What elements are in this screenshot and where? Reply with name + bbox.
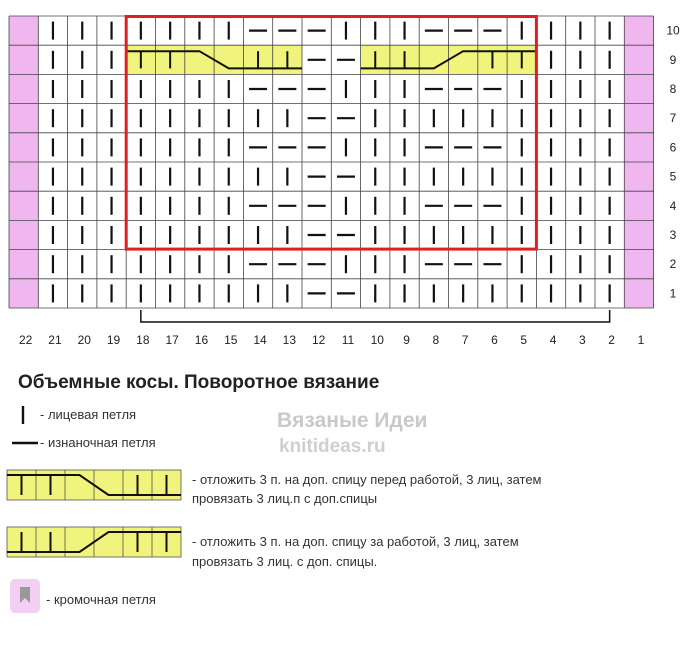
legend-edge-symbol — [8, 577, 44, 617]
column-number: 1 — [637, 333, 645, 347]
chart-cell — [624, 74, 653, 103]
row-number: 10 — [666, 23, 680, 38]
column-number: 3 — [579, 333, 586, 347]
chart-cell — [624, 250, 653, 279]
column-number: 10 — [370, 333, 384, 347]
chart-cell — [624, 16, 653, 45]
column-number: 18 — [136, 333, 150, 347]
column-number: 2 — [608, 333, 615, 347]
chart-cell — [9, 250, 38, 279]
column-number: 17 — [165, 333, 179, 347]
chart-cell — [449, 45, 478, 74]
chart-cell — [9, 220, 38, 249]
column-number: 7 — [461, 333, 469, 347]
chart-cell — [9, 16, 38, 45]
row-number: 4 — [669, 198, 677, 213]
column-number: 22 — [18, 333, 33, 347]
row-number: 8 — [669, 82, 677, 96]
chart-cell — [624, 104, 653, 133]
chart-cell — [9, 191, 38, 220]
chart-cell — [9, 74, 38, 103]
column-number: 5 — [520, 333, 528, 347]
column-number: 12 — [311, 333, 326, 347]
column-number: 6 — [491, 333, 498, 347]
chart-cell — [9, 133, 38, 162]
chart-cell — [624, 162, 653, 191]
row-number: 3 — [669, 228, 677, 242]
column-number: 13 — [282, 333, 297, 347]
chart-cell — [624, 220, 653, 249]
chart-cell — [9, 162, 38, 191]
chart-cell — [624, 133, 653, 162]
column-number: 16 — [194, 333, 209, 347]
row-number: 2 — [669, 257, 677, 272]
row-number: 1 — [669, 286, 677, 301]
chart-cell — [624, 191, 653, 220]
row-number: 7 — [669, 111, 677, 126]
chart-cell — [9, 104, 38, 133]
legend-purl-label: - изнаночная петля — [40, 435, 156, 450]
column-number: 11 — [341, 333, 355, 347]
legend-cable-back-line1: - отложить 3 п. на доп. спицу за работой, 3 лиц, затем — [192, 534, 519, 549]
watermark-url: knitideas.ru — [279, 436, 386, 457]
legend-cable-front-line1: - отложить 3 п. на доп. спицу перед работой, 3 лиц, затем — [192, 472, 542, 487]
repeat-bracket — [141, 310, 610, 322]
column-number: 19 — [106, 333, 121, 347]
chart-cell — [9, 279, 38, 308]
legend-purl-symbol — [10, 433, 40, 453]
chart-cell — [419, 45, 448, 74]
chart-cell — [624, 45, 653, 74]
legend-cable-back-line2: провязать 3 лиц. с доп. спицы. — [192, 554, 378, 569]
pattern-title: Объемные косы. Поворотное вязание — [18, 372, 380, 393]
column-number: 15 — [224, 333, 238, 347]
legend-knit-symbol — [17, 404, 29, 426]
legend-cable-back-symbol — [5, 525, 185, 559]
legend-cable-front-line2: провязать 3 лиц.п с доп.спицы — [192, 491, 378, 506]
chart-cell — [185, 45, 214, 74]
legend-edge-label: - кромочная петля — [46, 592, 156, 607]
legend-knit-label: - лицевая петля — [40, 407, 137, 422]
chart-cell — [624, 279, 653, 308]
column-number: 4 — [549, 333, 557, 347]
column-number: 14 — [253, 333, 267, 347]
chart-cell — [9, 45, 38, 74]
row-number: 6 — [669, 140, 677, 155]
row-number: 5 — [669, 169, 677, 184]
chart-cell — [214, 45, 243, 74]
legend-cable-front-symbol — [5, 468, 185, 502]
column-number: 20 — [77, 333, 91, 347]
watermark-title: Вязаные Идеи — [277, 409, 428, 432]
column-number: 9 — [403, 333, 410, 347]
column-number: 8 — [432, 333, 440, 347]
column-number: 21 — [48, 333, 62, 347]
row-number: 9 — [669, 52, 677, 67]
